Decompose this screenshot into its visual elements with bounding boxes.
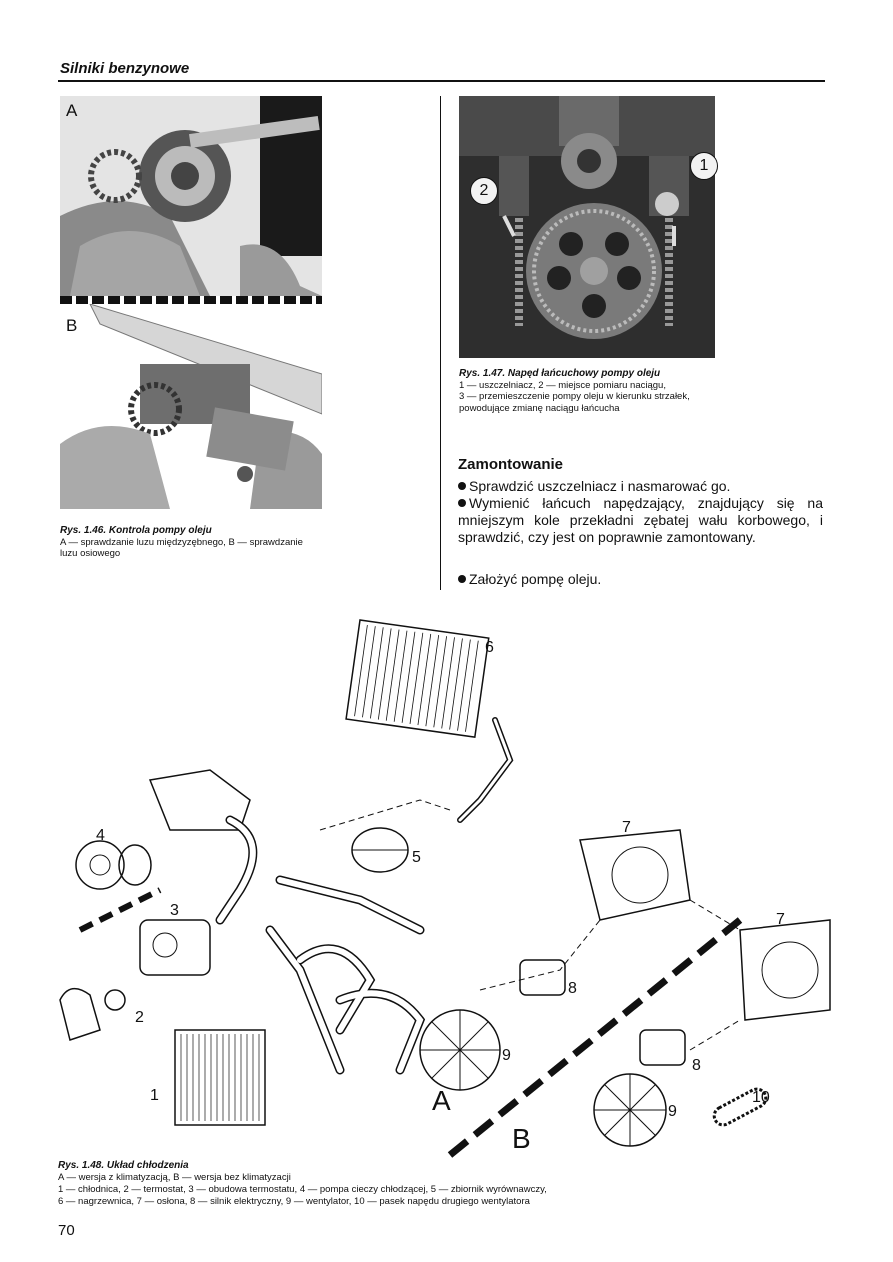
bullet-icon — [458, 575, 466, 583]
figure-caption-1-46 — [60, 525, 430, 560]
version-label-a: A — [432, 1085, 451, 1116]
caption-title: Rys. 1.48. Układ chłodzenia — [58, 1160, 189, 1171]
caption-title: Rys. 1.46. Kontrola pompy oleju — [60, 525, 212, 536]
caption-title: Rys. 1.47. Napęd łańcuchowy pompy oleju — [459, 368, 661, 379]
photo-chain-drive — [459, 96, 715, 358]
figure-caption-1-47 — [459, 368, 829, 414]
header-rule — [58, 80, 825, 82]
callout-6: 6 — [485, 639, 494, 656]
callout-9a: 9 — [502, 1047, 511, 1064]
version-label-b: B — [512, 1123, 531, 1154]
fan-motor-a — [520, 960, 565, 995]
assembly-item-1 — [458, 478, 823, 495]
callout-badge-1: 1 — [690, 152, 718, 180]
photo-oil-pump-axial-play — [60, 304, 322, 509]
callout-3: 3 — [170, 902, 179, 919]
fan-motor-b — [640, 1030, 685, 1065]
section-heading: Zamontowanie — [458, 456, 564, 473]
callout-4: 4 — [96, 827, 105, 844]
outlet-elbow — [60, 989, 100, 1040]
thermostat — [105, 990, 125, 1010]
figure-caption-1-48 — [58, 1160, 838, 1208]
callout-7a: 7 — [622, 819, 631, 836]
callout-8b: 8 — [692, 1057, 701, 1074]
assembly-text: Wymienić łańcuch napędzający, znajdujący się na mniejszym kole przekładni zębatej wału korbowego, i sprawdzić, czy jest on poprawnie zamontowany. — [458, 495, 823, 545]
caption-line: 3 — przemieszczenie pompy oleju w kierunku strzałek, — [459, 391, 690, 402]
caption-line: 6 — nagrzewnica, 7 — osłona, 8 — silnik elektryczny, 9 — wentylator, 10 — pasek napędu drugiego wentylatora — [58, 1196, 530, 1207]
assembly-item-3 — [458, 571, 823, 588]
callout-badge-2: 2 — [470, 177, 498, 205]
caption-line: A — wersja z klimatyzacją, B — wersja bez klimatyzacji — [58, 1172, 291, 1183]
photo-label-a: A — [66, 101, 78, 120]
caption-line: 1 — uszczelniacz, 2 — miejsce pomiaru naciągu, — [459, 379, 666, 391]
cooling-system-diagram — [40, 600, 840, 1160]
bullet-icon — [458, 482, 466, 490]
page-number: 70 — [58, 1222, 75, 1239]
callout-10: 10 — [752, 1089, 770, 1106]
callout-8a: 8 — [568, 980, 577, 997]
caption-line: A — sprawdzanie luzu międzyzębnego, B — sprawdzanie — [60, 536, 303, 548]
caption-line: 1 — chłodnica, 2 — termostat, 3 — obudowa termostatu, 4 — pompa cieczy chłodzącej, 5 — zbiornik wyrównawczy, — [58, 1184, 547, 1195]
photo-oil-pump-backlash — [60, 96, 322, 296]
running-header: Silniki benzynowe — [60, 60, 190, 77]
callout-1: 1 — [150, 1087, 159, 1104]
bullet-icon — [458, 499, 466, 507]
callout-5: 5 — [412, 849, 421, 866]
callout-7b: 7 — [776, 911, 785, 928]
assembly-text: Sprawdzić uszczelniacz i nasmarować go. — [469, 478, 731, 494]
assembly-item-2 — [458, 495, 823, 546]
radiator — [175, 1030, 265, 1125]
caption-line: powodujące zmianę naciągu łańcucha — [459, 402, 620, 414]
thermostat-housing — [140, 920, 210, 975]
heater-core — [346, 620, 489, 737]
photo-separator — [60, 296, 322, 304]
callout-9b: 9 — [668, 1103, 677, 1120]
caption-line: luzu osiowego — [60, 548, 121, 559]
cooling-diagram-svg — [40, 600, 840, 1160]
photo-label-b: B — [66, 316, 78, 335]
fan-shroud-b — [740, 920, 830, 1020]
callout-2: 2 — [135, 1009, 144, 1026]
column-divider — [440, 96, 441, 590]
assembly-text: Założyć pompę oleju. — [469, 571, 602, 587]
fan-shroud-a — [580, 830, 690, 920]
